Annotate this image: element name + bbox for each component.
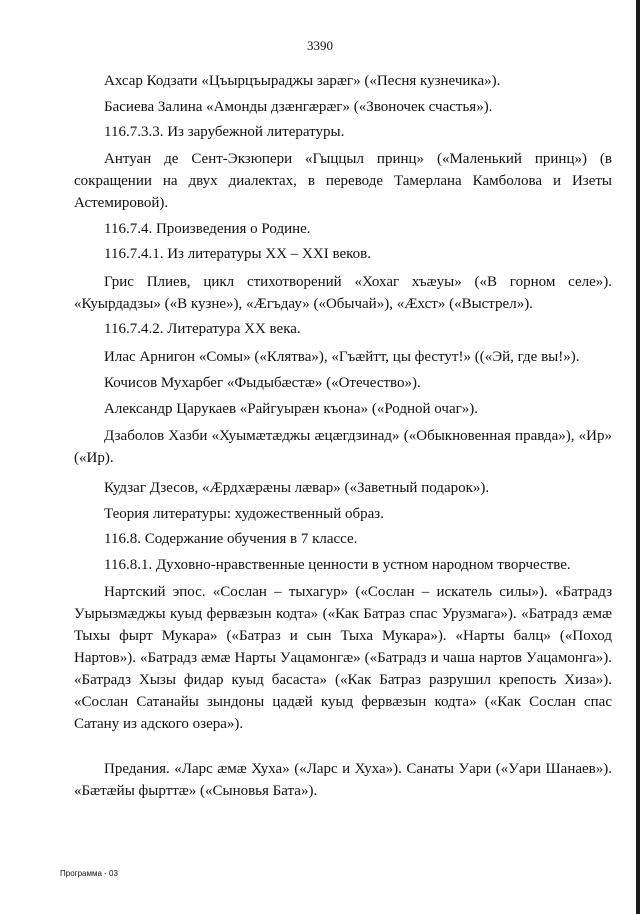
paragraph-4: Антуан де Сент-Экзюпери «Гыццыл принц» («Маленький принц») (в сокращении на двух диалектах, в переводе Тамерлана Камболова и Изеты Астемировой). xyxy=(74,151,612,211)
paragraph-13: Кудзаг Дзесов, «Æрдхæрæны лæвар» («Заветный подарок»). xyxy=(104,480,490,496)
paragraph-16: 116.8.1. Духовно-нравственные ценности в устном народном творчестве. xyxy=(104,557,571,573)
paragraph-8: 116.7.4.2. Литература XX века. xyxy=(104,321,301,337)
paragraph-14: Теория литературы: художественный образ. xyxy=(104,506,384,522)
paragraph-7: Грис Плиев, цикл стихотворений «Хохаг хъæуы» («В горном селе»). «Куырдадзы» («В кузне»), «Æгъдау» («Обычай»), «Æхст» («Выстрел»). xyxy=(74,274,612,312)
paragraph-5: 116.7.4. Произведения о Родине. xyxy=(104,221,311,237)
paragraph-9: Илас Арнигон «Сомы» («Клятва»), «Гъæйтт, цы фестут!» ((«Эй, где вы!»). xyxy=(104,349,580,365)
footer-label: Программа - 03 xyxy=(60,869,118,878)
paragraph-18: Предания. «Ларс æмæ Хуха» («Ларс и Хуха»). Санаты Уари («Уари Шанаев»). «Бæтæйы фырттæ» («Сыновья Бата»). xyxy=(74,761,612,799)
page-number: 3390 xyxy=(307,38,333,53)
paragraph-10: Кочисов Мухарбег «Фыдыбæстæ» («Отечество»). xyxy=(104,375,421,391)
paragraph-12: Дзаболов Хазби «Хуымæтæджы æцæгдзинад» («Обыкновенная правда»), «Ир» («Ир). xyxy=(74,428,612,466)
paragraph-6: 116.7.4.1. Из литературы XX – XXI веков. xyxy=(104,246,371,262)
paragraph-1: Ахсар Кодзати «Цъырцъыраджы зарæг» («Песня кузнечика»). xyxy=(104,73,501,89)
paragraph-3: 116.7.3.3. Из зарубежной литературы. xyxy=(104,124,345,140)
paragraph-2: Басиева Залина «Амонды дзæнгæрæг» («Звоночек счастья»). xyxy=(104,99,493,115)
paragraph-15: 116.8. Содержание обучения в 7 классе. xyxy=(104,531,358,547)
paragraph-11: Александр Царукаев «Райгуырæн къона» («Родной очаг»). xyxy=(104,401,478,417)
scan-edge xyxy=(636,0,640,914)
paragraph-17: Нартский эпос. «Сослан – тыхагур» («Сослан – искатель силы»). «Батрадз Уырызмæджы куыд фервæзын кодта» («Как Батраз спас Урузмага»). «Батрадз æмæ Тыхы фырт Мукара» («Батраз и сын Тыха Мукара»). «Нарты балц» («Поход Нартов»). «Батрадз æмæ Нарты Уацамонгæ» («Батрадз и чаша нартов Уацамонга»). «Батрадз Хызы фидар куыд басаста» («Как Батраз разрушил крепость Хиза»). «Сослан Сатанайы зындоны цадæй куыд фервæзын кодта» («Как Сослан спас Сатану из адского озера»). xyxy=(74,584,612,732)
